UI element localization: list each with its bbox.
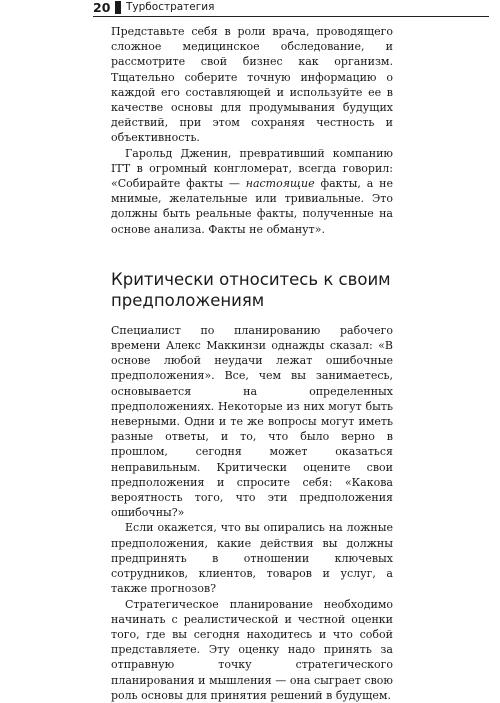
- paragraph-quote: [111, 146, 393, 237]
- section-paragraph-1: Специалист по планированию рабочего времени Алекс Маккинзи однажды сказал: «В основе любой неудачи лежат ошибочные предположения». Все, чем вы занимаетесь, основывается на определенных предположениях. Некоторые из них могут быть неверными. Одни и те же вопросы могут иметь разные ответы, и то, что было верно в прошлом, сегодня может оказаться неправильным. Критически оцените свои предположения и спросите себя: «Какова вероятность того, что эти предположения ошибочны?»: [111, 323, 393, 520]
- header-bar-decoration: [115, 1, 121, 14]
- quote-text-after: факты, а не мнимые, желательные или тривиальные. Это должны быть реальные факты, полученные на основе анализа. Факты не обманут».: [111, 177, 393, 236]
- page-number: 20: [93, 0, 111, 15]
- page-body: [111, 24, 393, 703]
- quote-text-before: Гарольд Дженин, превративший компанию ITT в огромный конгломерат, всегда говорил: «Собирайте факты —: [111, 146, 393, 191]
- section-paragraph-3: Стратегическое планирование необходимо начинать с реалистической и честной оценки того, где вы сегодня находитесь и что собой представляете. Эту оценку надо принять за отправную точку стратегического планирования и мышления — она сыграет свою роль основы для принятия решений в будущем.: [111, 597, 393, 702]
- running-title: Турбостратегия: [126, 1, 215, 13]
- page-header: [93, 0, 489, 17]
- paragraph-1: Представьте себя в роли врача, проводящего сложное медицинское обследование, и рассмотрите свой бизнес как организм. Тщательно соберите точную информацию о каждой его составляющей и используйте ее в качестве основы для продумывания будущих действий, при этом сохраняя честность и объективность.: [111, 25, 393, 145]
- section-paragraph-2: Если окажется, что вы опирались на ложные предположения, какие действия вы должны предпринять в отношении ключевых сотрудников, клиентов, товаров и услуг, а также прогнозов?: [111, 521, 393, 596]
- quote-emphasis: настоящие: [245, 177, 315, 191]
- section-title: Критически относитесь к своим предположениям: [111, 269, 391, 310]
